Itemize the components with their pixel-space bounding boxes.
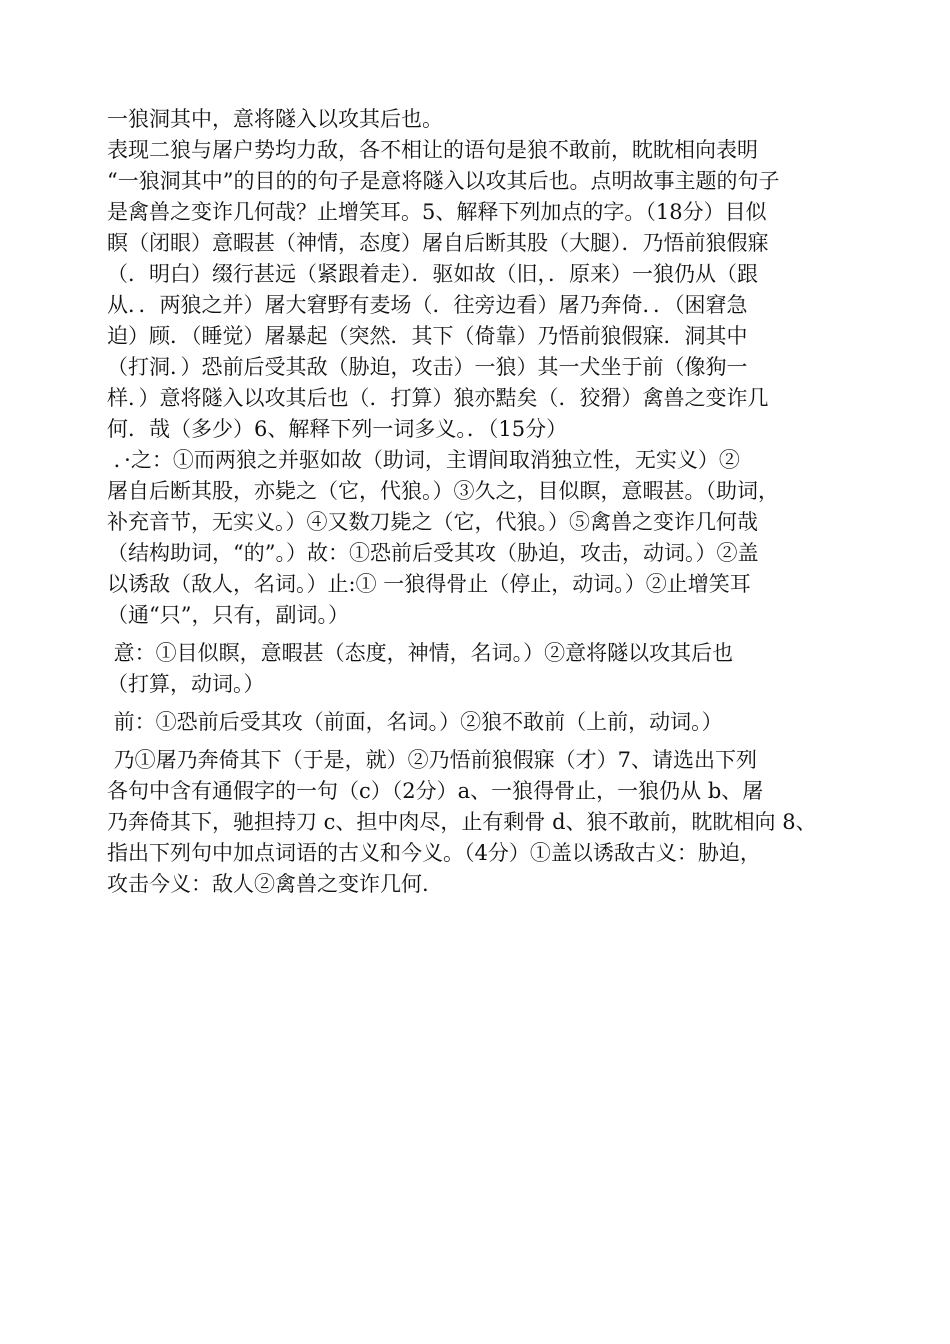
- text-line: 表现二狼与屠户势均力敌，各不相让的语句是狼不敢前，眈眈相向表明: [107, 138, 758, 162]
- text-line: 瞑（闭眼）意暇甚（神情，态度）屠自后断其股（大腿）．乃悟前狼假寐: [107, 231, 769, 255]
- text-line: 从．．两狼之并）屠大窘野有麦场（．往旁边看）屠乃奔倚．．（困窘急: [107, 293, 748, 317]
- text-line: 迫）顾．（睡觉）屠暴起（突然．其下（倚靠）乃悟前狼假寐．洞其中: [107, 324, 748, 348]
- text-line: 屠自后断其股，亦毙之（它，代狼。）③久之，目似瞑，意暇甚。（助词，: [107, 479, 779, 503]
- text-line: 样．）意将隧入以攻其后也（．打算）狼亦黠矣（．狡猾）禽兽之变诈几: [107, 386, 769, 410]
- paragraph-gap: [107, 738, 877, 745]
- text-line: （．明白）缀行甚远（紧跟着走）．驱如故（旧，．原来）一狼仍从（跟: [107, 262, 758, 286]
- paragraph-gap: [107, 700, 877, 707]
- text-line: 以诱敌（敌人，名词。）止:① 一狼得骨止（停止，动词。）②止增笑耳: [107, 572, 751, 596]
- text-line: 攻击今义：敌人②禽兽之变诈几何.: [107, 872, 429, 896]
- text-line: 前：①恐前后受其攻（前面，名词。）②狼不敢前（上前，动词。）: [107, 710, 723, 734]
- text-line: 一狼洞其中，意将隧入以攻其后也。: [107, 107, 443, 131]
- text-line: （结构助词，“的”。）故：①恐前后受其攻（胁迫，攻击，动词。）②盖: [107, 541, 759, 565]
- text-line: 是禽兽之变诈几何哉？止增笑耳。5、解释下列加点的字。（18分）目似: [107, 200, 767, 224]
- text-line: 各句中含有通假字的一句（c）（2分）a、一狼得骨止，一狼仍从 b、屠: [107, 779, 764, 803]
- text-line: 补充音节，无实义。）④又数刀毙之（它，代狼。）⑤禽兽之变诈几何哉: [107, 510, 758, 534]
- paragraph-gap: [107, 631, 877, 638]
- document-body: [107, 104, 877, 900]
- text-line: （打算，动词。）: [107, 672, 265, 696]
- text-line: “一狼洞其中”的目的的句子是意将隧入以攻其后也。点明故事主题的句子: [107, 169, 780, 193]
- text-line: 指出下列句中加点词语的古义和今义。（4分）①盖以诱敌古义：胁迫，: [107, 841, 761, 865]
- text-line: （通“只”，只有，副词。）: [107, 603, 349, 627]
- text-line: 意：①目似瞑，意暇甚（态度，神情，名词。）②意将隧以攻其后也: [107, 641, 734, 665]
- text-line: 乃奔倚其下，驰担持刀 c、担中肉尽，止有剩骨 d、狼不敢前，眈眈相向 8、: [107, 810, 817, 834]
- text-line: 乃①屠乃奔倚其下（于是，就）②乃悟前狼假寐（才）7、请选出下列: [107, 748, 758, 772]
- text-line: ．·之：①而两狼之并驱如故（助词，主谓间取消独立性，无实义）②: [107, 448, 740, 472]
- text-line: 何．哉（多少）6、解释下列一词多义。．（15分）: [107, 417, 568, 441]
- text-line: （打洞．）恐前后受其敌（胁迫，攻击）一狼）其一犬坐于前（像狗一: [107, 355, 748, 379]
